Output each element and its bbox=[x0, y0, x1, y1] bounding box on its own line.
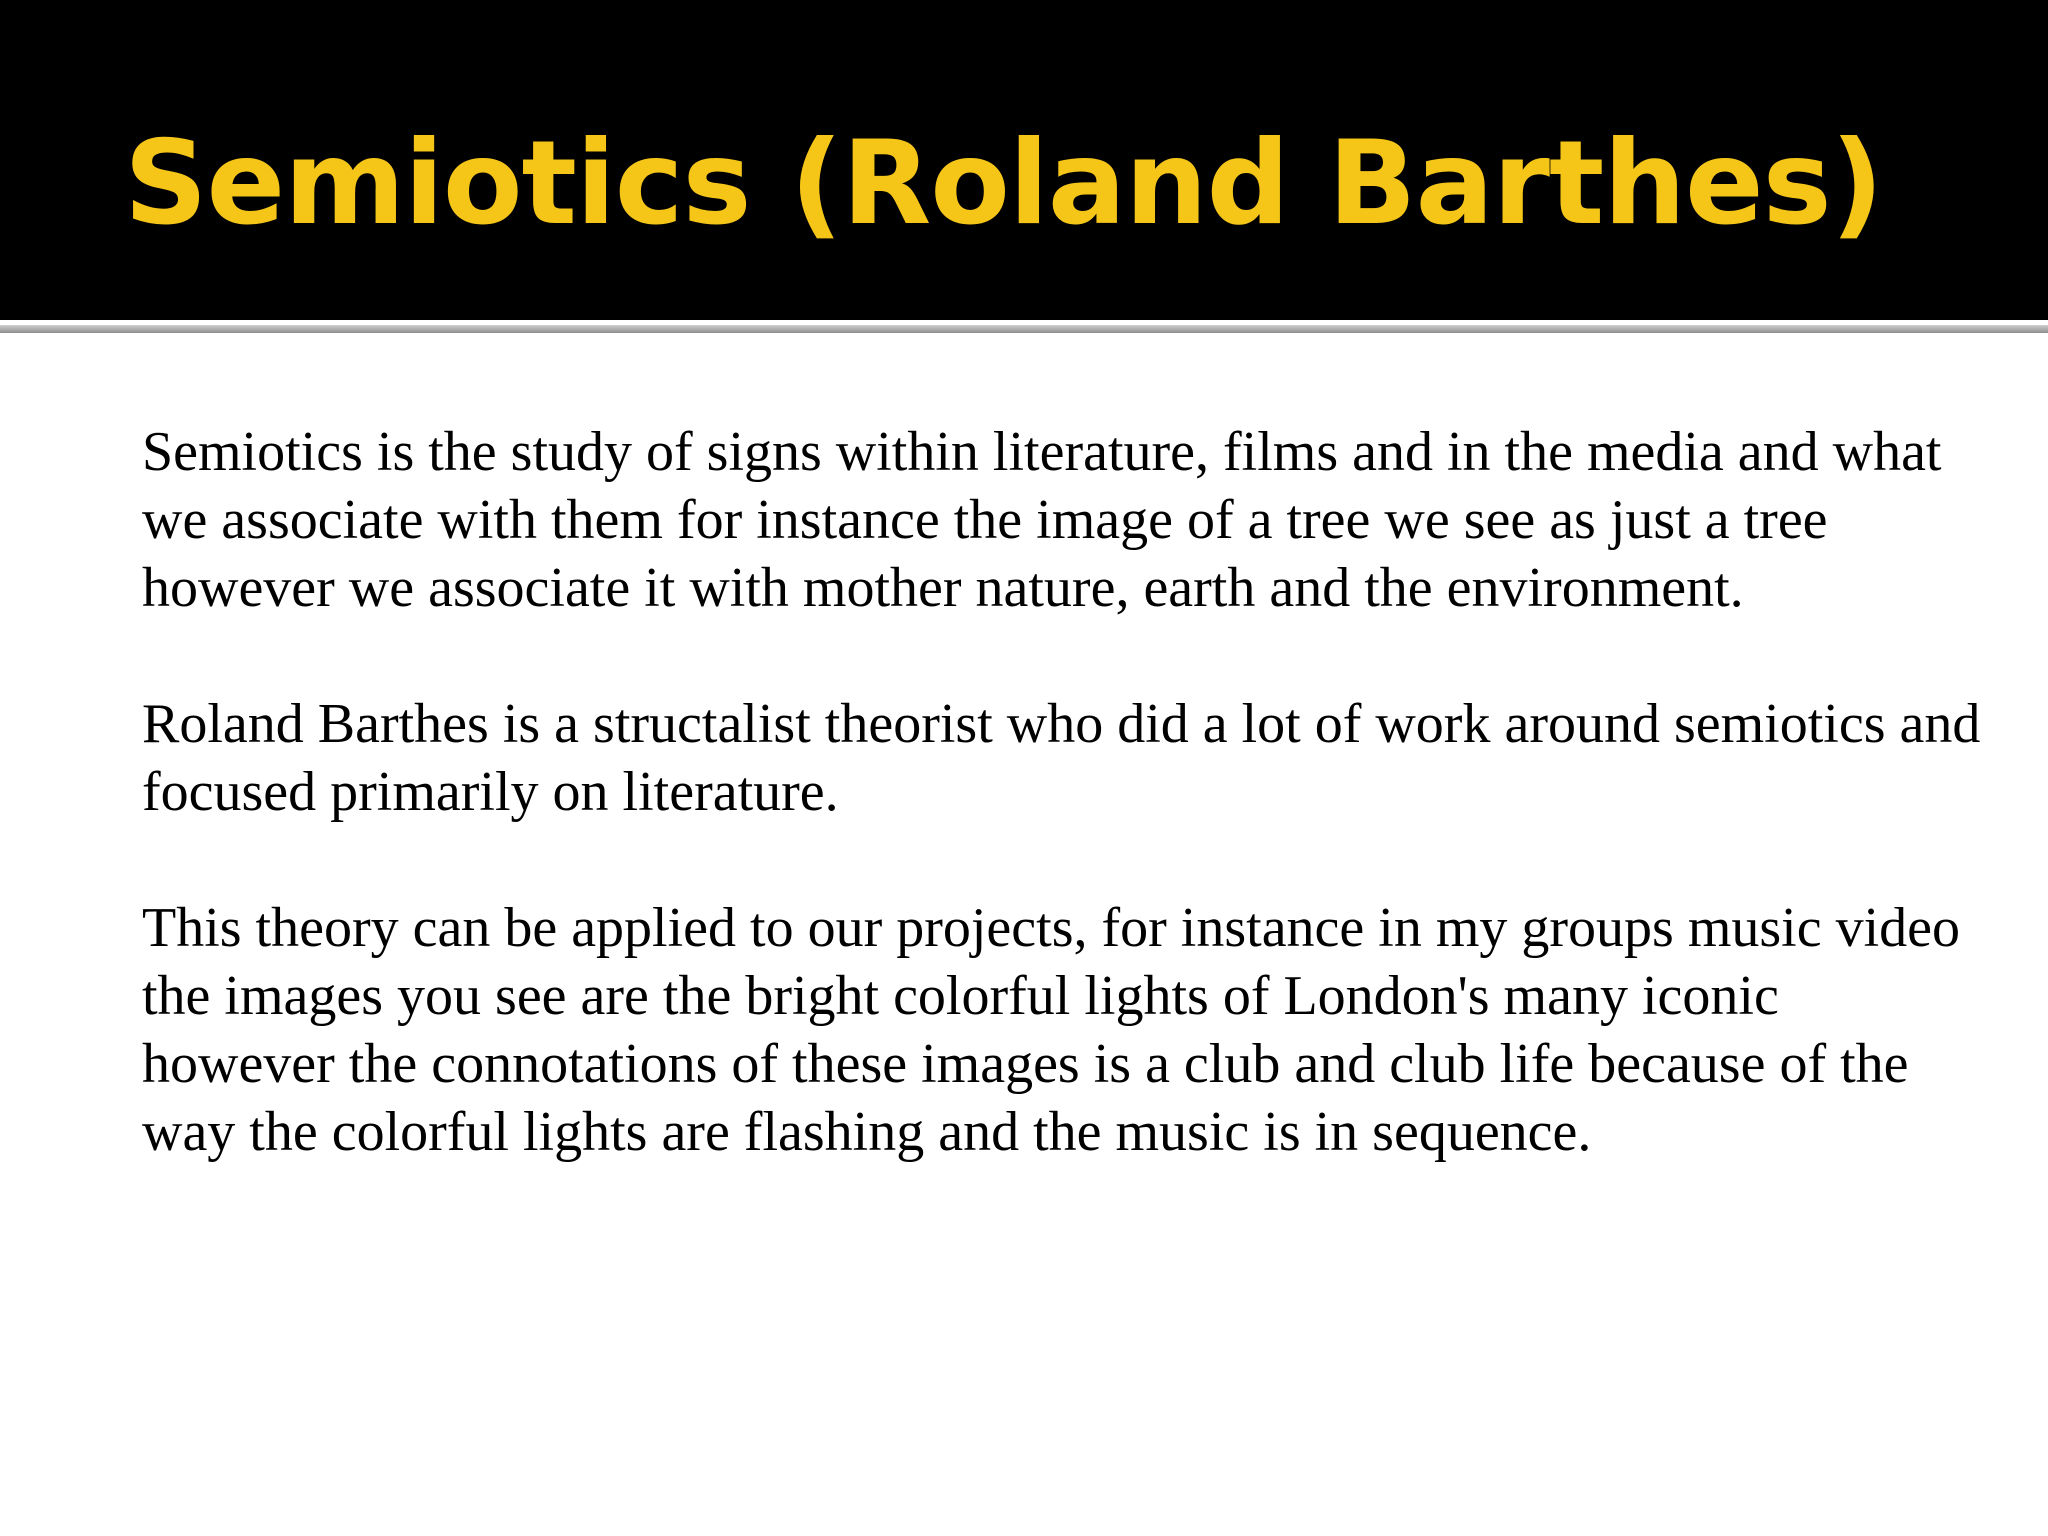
paragraph-semiotics-definition: Semiotics is the study of signs within literature, films and in the media and what we associate with them for instance the image of a tree we see as just a tree however we associate it with mother nature, earth and the environment. bbox=[142, 421, 1942, 619]
title-bar bbox=[0, 0, 2048, 320]
paragraph-roland-barthes: Roland Barthes is a structalist theorist who did a lot of work around semiotics and focused primarily on literature. bbox=[142, 693, 1981, 823]
paragraph-theory-application: This theory can be applied to our projects, for instance in my groups music video the images you see are the bright colorful lights of London's many iconic however the connotations of these images is a club and club life because of the way the colorful lights are flashing and the music is in sequence. bbox=[142, 897, 1961, 1163]
slide-content bbox=[142, 418, 1982, 1234]
slide-title: Semiotics (Roland Barthes) bbox=[124, 116, 1883, 251]
title-divider bbox=[0, 325, 2048, 333]
